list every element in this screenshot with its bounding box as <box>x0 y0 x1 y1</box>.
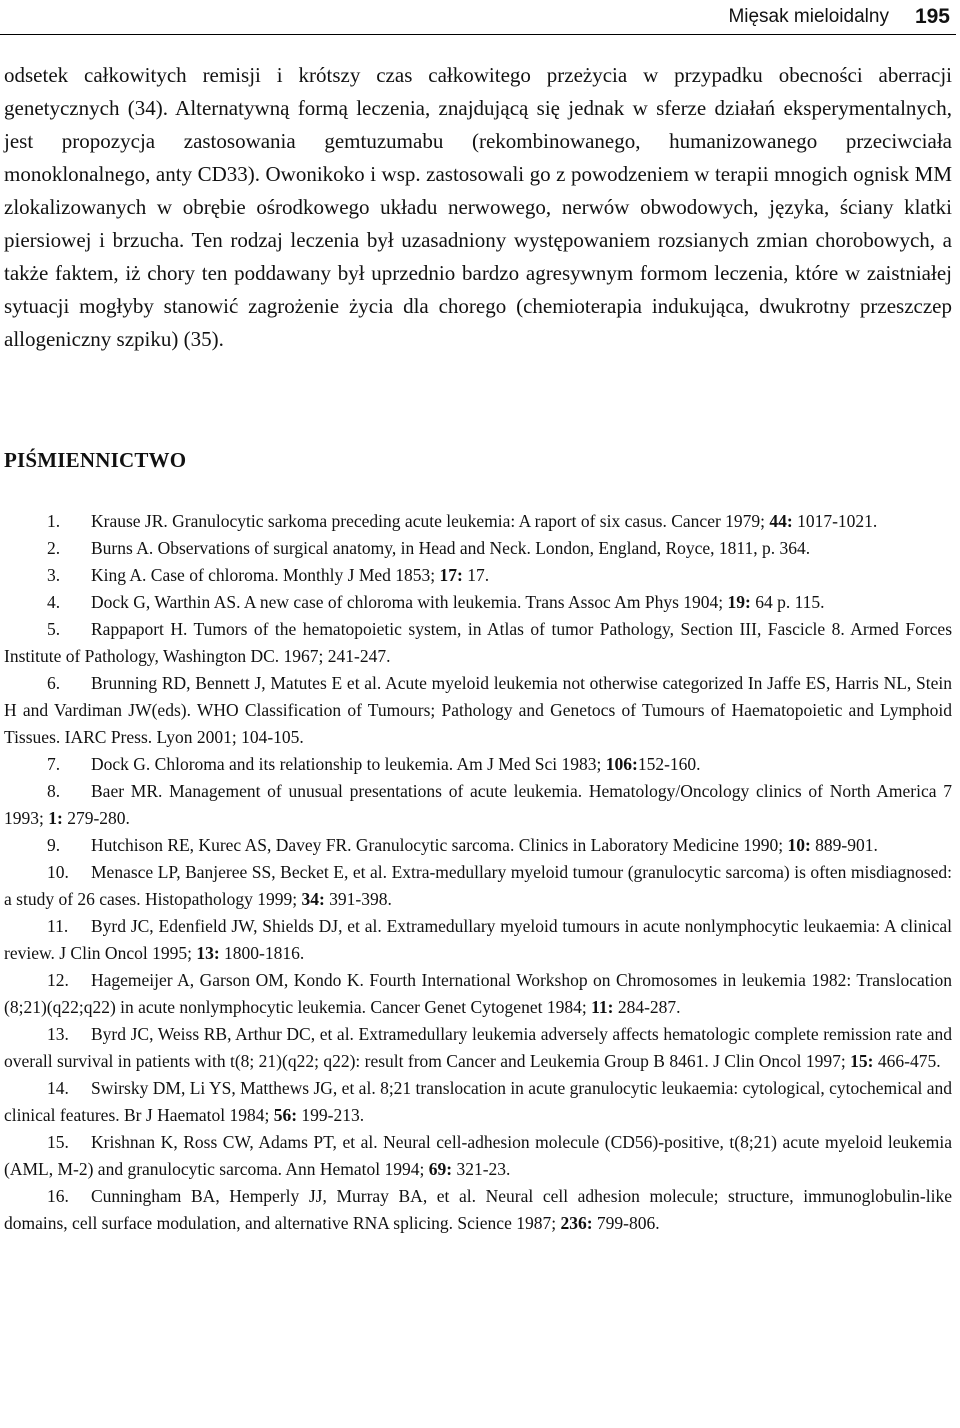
reference-pages: 64 p. 115. <box>750 592 825 612</box>
reference-number: 10. <box>47 862 69 882</box>
reference-volume: 13: <box>196 943 220 963</box>
reference-pages: 1017-1021. <box>792 511 878 531</box>
reference-number: 3. <box>47 565 61 585</box>
reference-volume: 1: <box>48 808 63 828</box>
reference-text: Byrd JC, Weiss RB, Arthur DC, et al. Extramedullary leukemia adversely affects hematologic complete remission rate and overall survival in patients with t(8; 21)(q22; q22): result from Cancer and Leukemia Group B 8461. J Clin Oncol 1997; <box>4 1024 952 1071</box>
reference-number: 7. <box>47 754 61 774</box>
reference-item <box>4 1075 952 1129</box>
reference-text: Byrd JC, Edenfield JW, Shields DJ, et al. Extramedullary myeloid tumours in acute nonlymphocytic leukaemia: A clinical review. J Clin Oncol 1995; <box>4 916 952 963</box>
reference-pages: 889-901. <box>810 835 878 855</box>
reference-pages: 799-806. <box>592 1213 660 1233</box>
reference-volume: 236: <box>560 1213 593 1233</box>
reference-number: 16. <box>47 1186 69 1206</box>
reference-text: Swirsky DM, Li YS, Matthews JG, et al. 8;21 translocation in acute granulocytic leukaemia: cytological, cytochemical and clinical features. Br J Haematol 1984; <box>4 1078 953 1125</box>
reference-item <box>4 1183 952 1237</box>
body-paragraph: odsetek całkowitych remisji i krótszy czas całkowitego przeżycia w przypadku obecności aberracji genetycznych (34). Alternatywną formą leczenia, znajdującą się jednak w sferze działań eksperymentalnych, jest propozycja zastosowania gemtuzumabu (rekombinowanego, humanizowanego przeciwciała monoklonalnego, anty CD33). Owonikoko i wsp. zastosowali go z powodzeniem w terapii mnogich ognisk MM zlokalizowanych w obrębie ośrodkowego układu nerwowego, nerwów obwodowych, języka, ściany klatki piersiowej i brzucha. Ten rodzaj leczenia był uzasadniony występowaniem rozsianych zmian chorobowych, a także faktem, iż chory ten poddawany był uprzednio bardzo agresywnym formom leczenia, które w zaistniałej sytuacji mogłyby stanowić zagrożenie życia dla chorego (chemioterapia indukująca, dwukrotny przeszczep allogeniczny szpiku) (35). <box>4 63 952 351</box>
reference-number: 4. <box>47 592 61 612</box>
references-heading: PIŚMIENNICTWO <box>4 448 187 472</box>
reference-item <box>4 1129 952 1183</box>
reference-item <box>4 562 952 589</box>
reference-volume: 56: <box>273 1105 298 1125</box>
reference-text: Brunning RD, Bennett J, Matutes E et al. Acute myeloid leukemia not otherwise categorized In Jaffe ES, Harris NL, Stein H and Vardiman JW(eds). WHO Classification of Tumours; Pathology and Genetocs of Tumours of Haematopoietic and Lymphoid Tissues. IARC Press. Lyon 2001; 104-105. <box>4 673 952 747</box>
reference-pages: 279-280. <box>62 808 130 828</box>
reference-item <box>4 616 952 670</box>
reference-number: 15. <box>47 1132 69 1152</box>
reference-number: 12. <box>47 970 69 990</box>
reference-item <box>4 508 952 535</box>
reference-item <box>4 778 952 832</box>
reference-volume: 11: <box>591 997 614 1017</box>
reference-number: 5. <box>47 619 61 639</box>
reference-item <box>4 832 952 859</box>
reference-pages: 321-23. <box>452 1159 511 1179</box>
reference-text: Burns A. Observations of surgical anatomy, in Head and Neck. London, England, Royce, 1811, p. 364. <box>91 538 811 558</box>
reference-text: Menasce LP, Banjeree SS, Becket E, et al. Extra-medullary myeloid tumour (granulocytic sarcoma) is often misdiagnosed: a study of 26 cases. Histopathology 1999; <box>4 862 952 909</box>
reference-item <box>4 913 952 967</box>
reference-text: Krause JR. Granulocytic sarkoma preceding acute leukemia: A raport of six casus. Cancer 1979; <box>91 511 770 531</box>
reference-text: Baer MR. Management of unusual presentations of acute leukemia. Hematology/Oncology clinics of North America 7 1993; <box>4 781 952 828</box>
reference-item <box>4 589 952 616</box>
reference-volume: 10: <box>787 835 811 855</box>
reference-item <box>4 967 952 1021</box>
reference-number: 2. <box>47 538 61 558</box>
reference-volume: 69: <box>428 1159 453 1179</box>
reference-number: 8. <box>47 781 61 801</box>
reference-pages: 152-160. <box>637 754 701 774</box>
reference-pages: 284-287. <box>613 997 681 1017</box>
reference-pages: 466-475. <box>873 1051 941 1071</box>
reference-volume: 106: <box>605 754 638 774</box>
page-header <box>0 0 956 35</box>
reference-number: 1. <box>47 511 61 531</box>
reference-volume: 17: <box>439 565 463 585</box>
page-number: 195 <box>914 5 950 28</box>
reference-item <box>4 670 952 751</box>
reference-number: 6. <box>47 673 61 693</box>
reference-text: Hutchison RE, Kurec AS, Davey FR. Granulocytic sarcoma. Clinics in Laboratory Medicine 1990; <box>91 835 788 855</box>
reference-number: 14. <box>47 1078 69 1098</box>
reference-number: 9. <box>47 835 61 855</box>
reference-item <box>4 1021 952 1075</box>
reference-number: 11. <box>47 916 69 936</box>
reference-pages: 199-213. <box>297 1105 365 1125</box>
reference-text: Rappaport H. Tumors of the hematopoietic system, in Atlas of tumor Pathology, Section III, Fascicle 8. Armed Forces Institute of Pathology, Washington DC. 1967; 241-247. <box>4 619 952 666</box>
reference-text: Krishnan K, Ross CW, Adams PT, et al. Neural cell-adhesion molecule (CD56)-positive, t(8;21) acute myeloid leukemia (AML, M-2) and granulocytic sarcoma. Ann Hematol 1994; <box>4 1132 952 1179</box>
reference-text: Dock G, Warthin AS. A new case of chloroma with leukemia. Trans Assoc Am Phys 1904; <box>91 592 728 612</box>
reference-pages: 17. <box>462 565 490 585</box>
reference-text: Dock G. Chloroma and its relationship to leukemia. Am J Med Sci 1983; <box>91 754 606 774</box>
reference-item <box>4 859 952 913</box>
reference-text: Hagemeijer A, Garson OM, Kondo K. Fourth International Workshop on Chromosomes in leukemia 1982: Translocation (8;21)(q22;q22) in acute nonlymphocytic leukemia. Cancer Genet Cytogenet 1984; <box>4 970 952 1017</box>
reference-volume: 15: <box>850 1051 874 1071</box>
reference-volume: 19: <box>727 592 751 612</box>
reference-volume: 34: <box>301 889 325 909</box>
reference-list <box>4 508 952 1237</box>
reference-volume: 44: <box>769 511 793 531</box>
running-title: Mięsak mieloidalny <box>728 6 889 27</box>
reference-text: King A. Case of chloroma. Monthly J Med 1853; <box>91 565 440 585</box>
reference-pages: 391-398. <box>324 889 392 909</box>
reference-item <box>4 535 952 562</box>
reference-pages: 1800-1816. <box>219 943 305 963</box>
reference-text: Cunningham BA, Hemperly JJ, Murray BA, et al. Neural cell adhesion molecule; structure, immunoglobulin-like domains, cell surface modulation, and alternative RNA splicing. Science 1987; <box>4 1186 952 1233</box>
reference-number: 13. <box>47 1024 69 1044</box>
reference-item <box>4 751 952 778</box>
